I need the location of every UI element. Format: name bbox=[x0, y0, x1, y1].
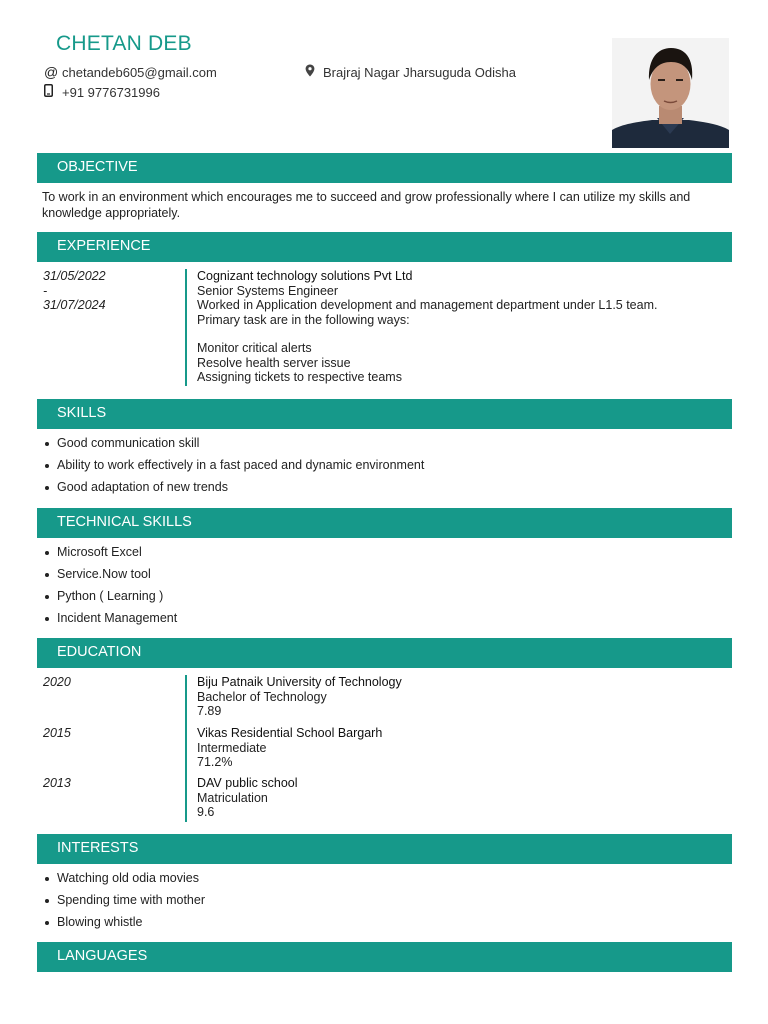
phone-contact bbox=[44, 84, 160, 100]
location-pin-icon bbox=[305, 64, 323, 80]
phone-text: +91 9776731996 bbox=[62, 85, 160, 100]
education-item bbox=[197, 675, 727, 719]
job-role: Senior Systems Engineer bbox=[197, 283, 339, 298]
experience-details bbox=[197, 269, 727, 385]
address-text: Brajraj Nagar Jharsuguda Odisha bbox=[323, 65, 516, 80]
skills-heading: SKILLS bbox=[37, 399, 732, 429]
education-entries bbox=[37, 675, 732, 822]
email-text: chetandeb605@gmail.com bbox=[62, 65, 217, 80]
degree: Matriculation bbox=[197, 790, 268, 805]
school-name: DAV public school bbox=[197, 776, 298, 790]
profile-photo bbox=[612, 38, 729, 148]
list-item: Spending time with mother bbox=[42, 892, 205, 914]
languages-heading: LANGUAGES bbox=[37, 942, 732, 972]
address-contact bbox=[305, 64, 516, 80]
at-icon: @ bbox=[44, 64, 59, 80]
interests-list bbox=[42, 870, 205, 936]
list-item: Watching old odia movies bbox=[42, 870, 205, 892]
job-description-intro: Primary task are in the following ways: bbox=[197, 312, 410, 327]
list-item: Service.Now tool bbox=[42, 566, 177, 588]
timeline-divider bbox=[185, 269, 187, 386]
timeline-divider bbox=[185, 675, 187, 822]
score: 71.2% bbox=[197, 755, 233, 769]
job-description: Worked in Application development and management department under L1.5 team. bbox=[197, 298, 658, 312]
list-item: Good communication skill bbox=[42, 435, 424, 457]
date-separator: - bbox=[43, 283, 48, 298]
interests-heading: INTERESTS bbox=[37, 834, 732, 864]
list-item: Incident Management bbox=[42, 610, 177, 632]
candidate-name: CHETAN DEB bbox=[56, 32, 192, 55]
education-year: 2015 bbox=[43, 726, 71, 740]
job-task: Monitor critical alerts bbox=[197, 341, 312, 355]
education-heading: EDUCATION bbox=[37, 638, 732, 668]
experience-entry bbox=[37, 269, 732, 386]
job-task: Assigning tickets to respective teams bbox=[197, 370, 402, 384]
school-name: Vikas Residential School Bargarh bbox=[197, 726, 383, 740]
education-year: 2013 bbox=[43, 776, 71, 790]
skills-list bbox=[42, 435, 424, 501]
degree: Bachelor of Technology bbox=[197, 689, 327, 704]
job-task: Resolve health server issue bbox=[197, 355, 351, 370]
list-item: Ability to work effectively in a fast paced and dynamic environment bbox=[42, 457, 424, 479]
list-item: Microsoft Excel bbox=[42, 544, 177, 566]
date-to: 31/07/2024 bbox=[43, 298, 106, 312]
list-item: Good adaptation of new trends bbox=[42, 479, 424, 501]
list-item: Blowing whistle bbox=[42, 914, 205, 936]
email-contact bbox=[44, 64, 217, 80]
company-name: Cognizant technology solutions Pvt Ltd bbox=[197, 269, 413, 283]
education-year: 2020 bbox=[43, 675, 71, 689]
experience-dates bbox=[43, 269, 173, 313]
score: 7.89 bbox=[197, 704, 222, 718]
school-name: Biju Patnaik University of Technology bbox=[197, 675, 402, 689]
education-item bbox=[197, 776, 727, 820]
mobile-phone-icon bbox=[44, 84, 62, 100]
score: 9.6 bbox=[197, 805, 215, 819]
objective-text: To work in an environment which encourages me to succeed and grow professionally where I can utilize my skills and knowledge appropriately. bbox=[42, 190, 691, 220]
technical-skills-list bbox=[42, 544, 177, 632]
education-item bbox=[197, 726, 727, 770]
experience-heading: EXPERIENCE bbox=[37, 232, 732, 262]
technical-skills-heading: TECHNICAL SKILLS bbox=[37, 508, 732, 538]
date-from: 31/05/2022 bbox=[43, 269, 106, 283]
objective-heading: OBJECTIVE bbox=[37, 153, 732, 183]
list-item: Python ( Learning ) bbox=[42, 588, 177, 610]
degree: Intermediate bbox=[197, 740, 267, 755]
